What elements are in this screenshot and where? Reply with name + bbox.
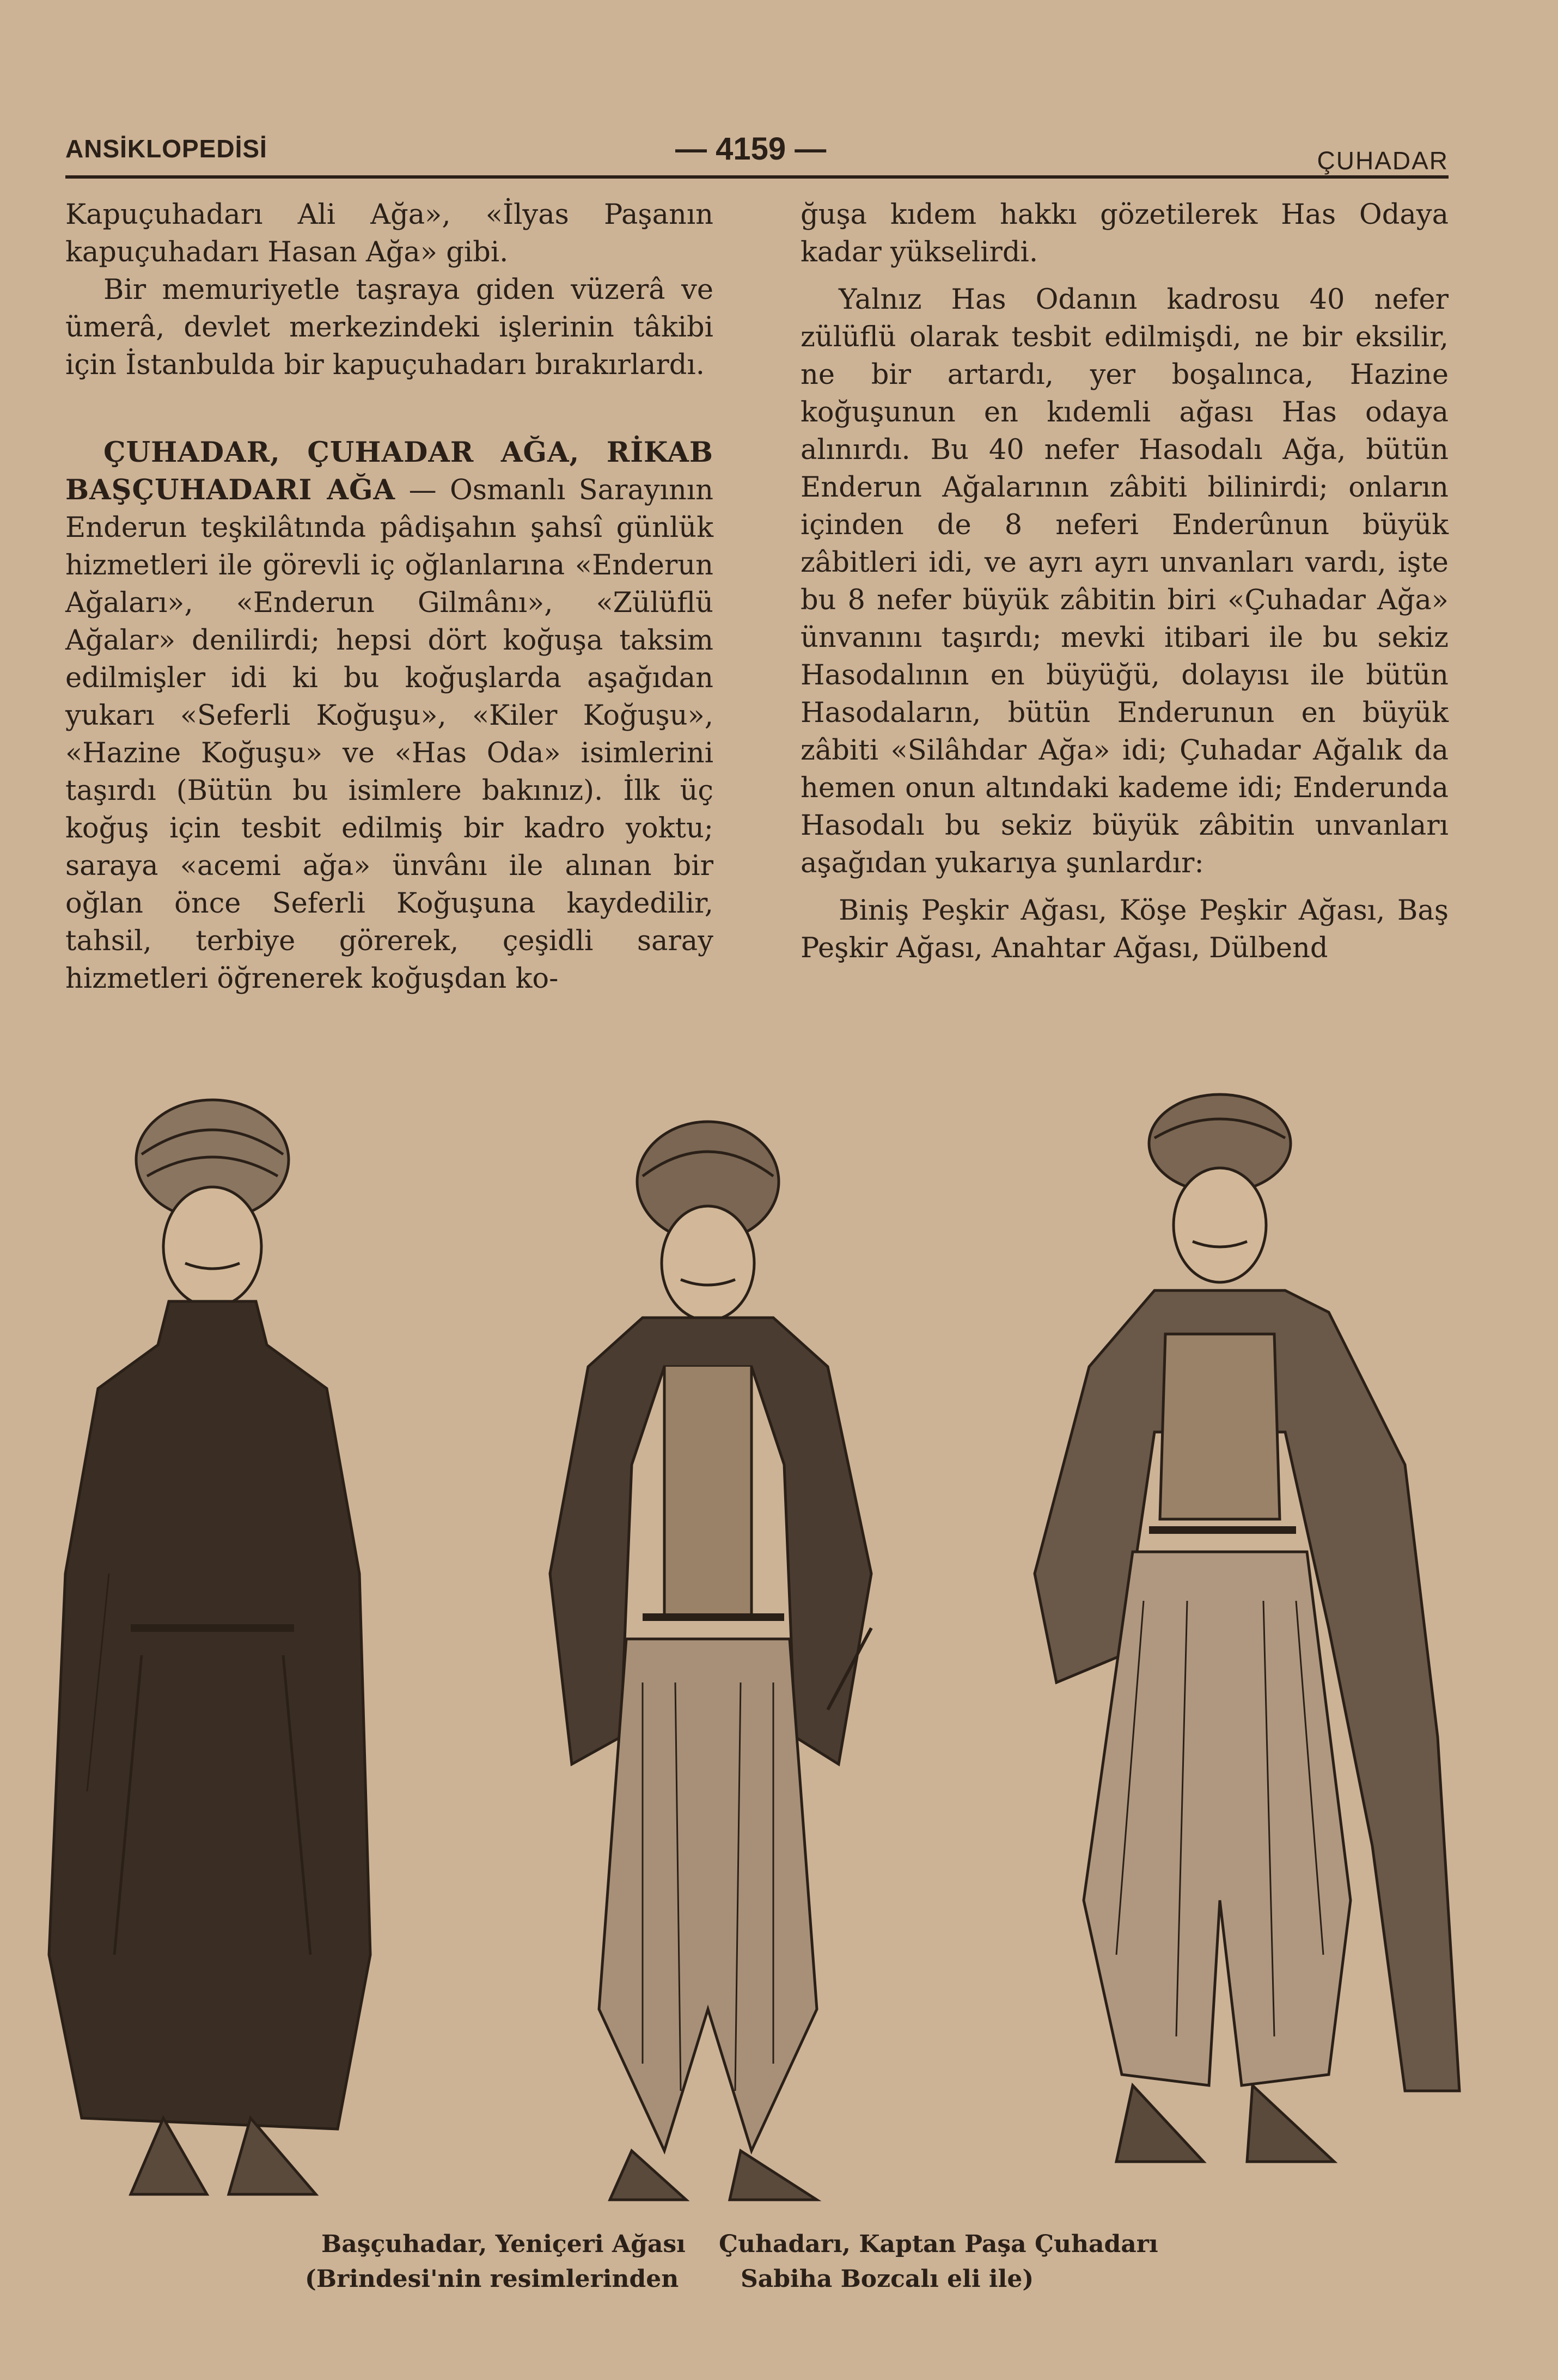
entry-title: ÇUHADAR, ÇUHADAR AĞA, RİKAB BAŞÇUHADARI AĞA <box>65 436 713 506</box>
paragraph-kapucuhadari-examples: Kapuçuhadarı Ali Ağa», «İlyas Paşanın kapuçuhadarı Hasan Ağa» gibi. <box>65 199 713 268</box>
caption-line-2-a: (Brindesi'nin resimlerinden <box>305 2265 679 2293</box>
caption-line-1-b: Çuhadarı, Kaptan Paşa Çuhadarı <box>719 2230 1158 2258</box>
running-head <box>65 131 1449 174</box>
bascuhadar-drawing <box>33 1084 381 2216</box>
page-number: — 4159 — <box>675 131 827 167</box>
paragraph-titles-list: Biniş Peşkir Ağası, Köşe Peşkir Ağası, Baş Peşkir Ağası, Anahtar Ağası, Dülbend <box>801 895 1449 964</box>
illustration-captions <box>305 2227 1285 2297</box>
figure-kaptan-pasa-cuhadari <box>1024 1084 1481 2216</box>
caption-line-2-b: Sabiha Bozcalı eli ile) <box>741 2265 1034 2293</box>
left-column <box>65 196 713 998</box>
paragraph-memuriyet: Bir memuriyetle taşraya giden vüzerâ ve ümerâ, devlet merkezindeki işlerinin tâkibi için İstanbulda bir kapuçuhadarı bırakırlardı. <box>65 274 713 381</box>
caption-line-1-a: Başçuhadar, Yeniçeri Ağası <box>321 2230 686 2258</box>
costume-illustrations <box>33 1084 1525 2216</box>
paragraph-continuation: ğuşa kıdem hakkı gözetilerek Has Odaya kadar yükselirdi. <box>801 199 1449 268</box>
header-entry-word: ÇUHADAR <box>1317 146 1449 175</box>
caption-line-1 <box>305 2227 1285 2262</box>
caption-line-2 <box>305 2262 1285 2297</box>
kaptan-pasa-cuhadari-drawing <box>1024 1084 1481 2216</box>
figure-bascuhadar <box>33 1084 381 2216</box>
right-column <box>801 196 1449 967</box>
entry-text: — Osmanlı Sarayının Enderun teşkilâtında pâdişahın şahsî günlük hizmetleri ile görevli iç oğlanlarına «Enderun Ağaları», «Enderun Gilmânı», «Zülüflü Ağalar» denilirdi; hepsi dört koğuşa taksim edilmişler idi ki bu koğuşlarda aşağıdan yukarı «Seferli Koğuşu», «Kiler Koğuşu», «Hazine Koğuşu» ve «Has Oda» isimlerini taşırdı (Bütün bu isimlere bakınız). İlk üç koğuş için tesbit edilmiş bir kadro yoktu; saraya «acemi ağa» ünvânı ile alınan bir oğlan önce Seferli Koğuşuna kaydedilir, tahsil, terbiye görerek, çeşidli saray hizmetleri öğrenerek koğuşdan ko- <box>65 474 713 995</box>
entry-cuhadar <box>65 434 713 998</box>
header-encyclopedia-label: ANSİKLOPEDİSİ <box>65 134 267 163</box>
header-rule <box>65 175 1449 179</box>
paragraph-has-oda: Yalnız Has Odanın kadrosu 40 nefer zülüflü olarak tesbit edilmişdi, ne bir eksilir, ne bir artardı, yer boşalınca, Hazine koğuşunun en kıdemli ağası Has odaya alınırdı. Bu 40 nefer Hasodalı Ağa, bütün Enderun Ağalarının zâbiti bilinirdi; onların içinden de 8 neferi Enderûnun büyük zâbitleri idi, ve ayrı ayrı unvanları vardı, işte bu 8 nefer büyük zâbitin biri «Çuhadar Ağa» ünvanını taşırdı; mevki itibari ile bu sekiz Hasodalının en büyüğü, dolayısı ile bütün Hasodaların, bütün Enderunun en büyük zâbiti «Silâhdar Ağa» idi; Çuhadar Ağalık da hemen onun altındaki kademe idi; Enderunda Hasodalı bu sekiz büyük zâbitin unvanları aşağıdan yukarıya şunlardır: <box>801 284 1449 879</box>
yeniceri-cuhadari-drawing <box>501 1084 926 2216</box>
figure-yeniceri-agasi-cuhadari <box>501 1084 926 2216</box>
